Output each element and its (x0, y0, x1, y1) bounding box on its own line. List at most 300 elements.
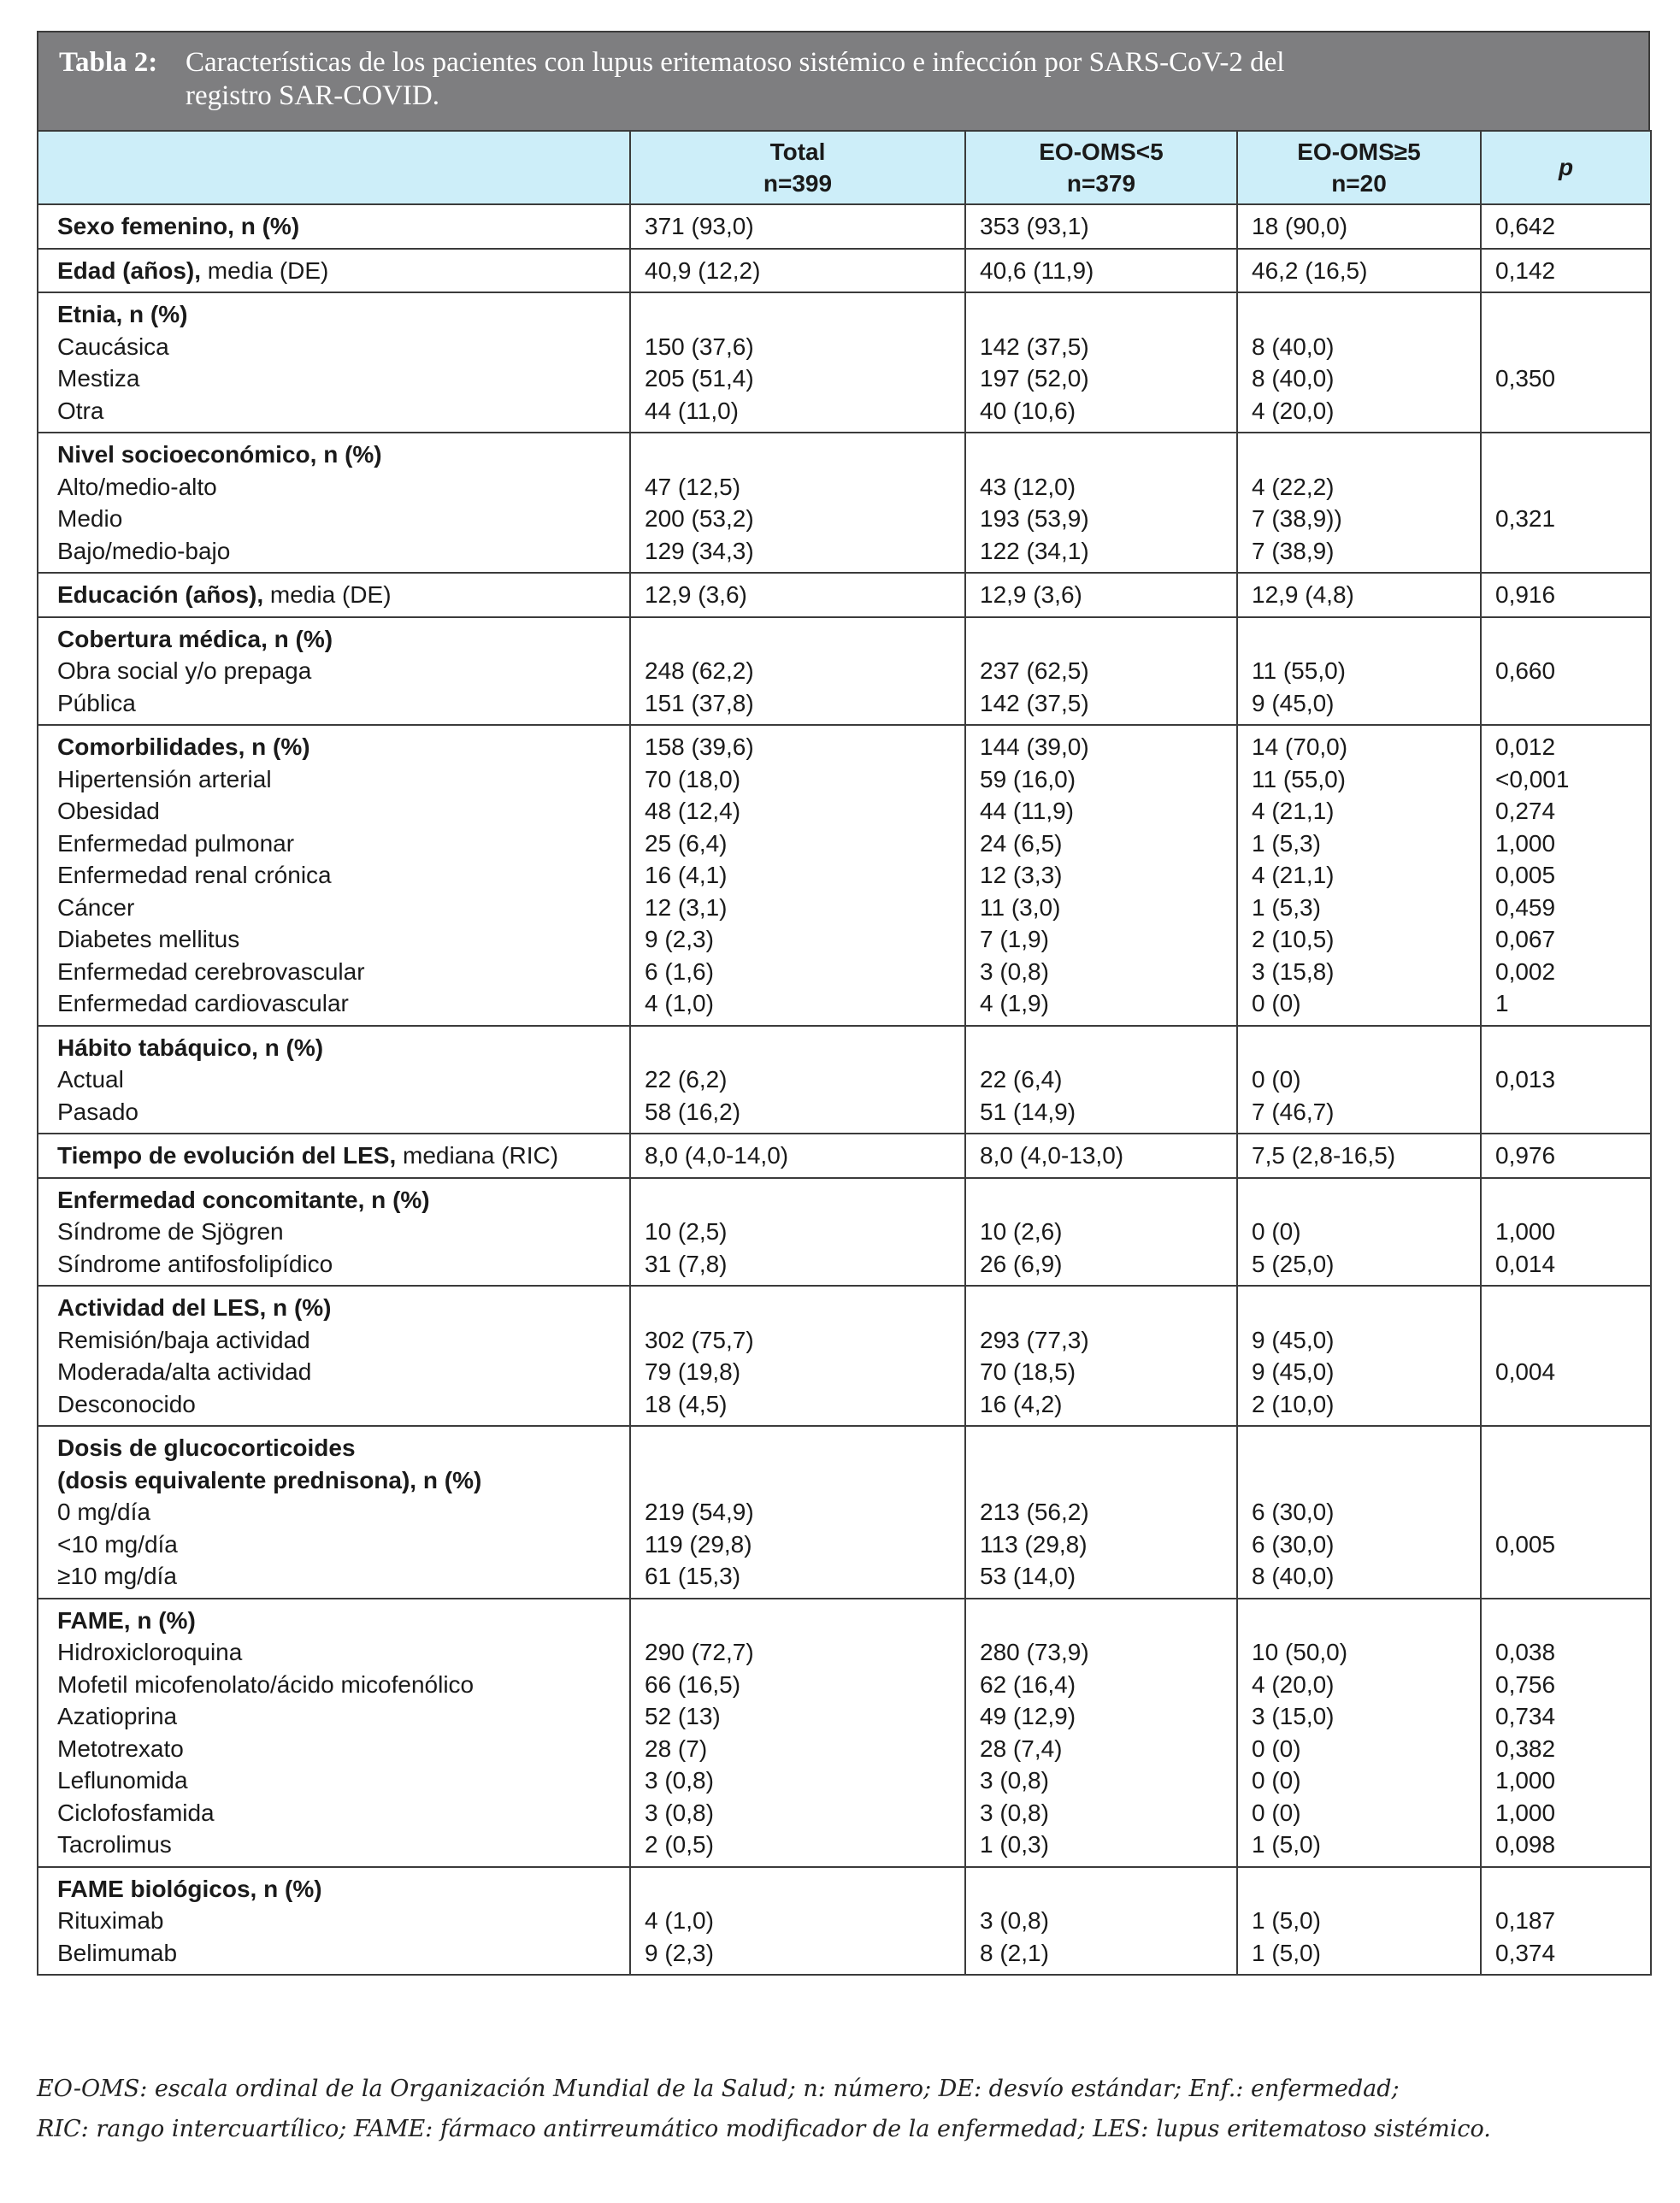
value-cell-p (1481, 725, 1651, 1026)
table-row (38, 1286, 1651, 1426)
section-header-bold: Etnia, n (%) (57, 301, 188, 327)
variable-cell (38, 1426, 630, 1599)
table-row (38, 204, 1651, 249)
cell-value: 158 (39,6) (645, 733, 754, 760)
value-cell-p (1481, 292, 1651, 433)
cell-value: 18 (90,0) (1252, 213, 1348, 239)
value-cell-total (630, 1026, 965, 1134)
cell-value: 48 (12,4) (645, 798, 741, 824)
section-header (57, 731, 616, 763)
table-row (38, 573, 1651, 617)
cell-value: 49 (12,9) (980, 1703, 1076, 1729)
cell-value: 290 (72,7) (645, 1639, 754, 1665)
variable-cell (38, 725, 630, 1026)
cell-value: 4 (20,0) (1252, 1670, 1335, 1698)
value-cell-eo-lt5 (965, 1599, 1237, 1867)
value-cell-p (1481, 1867, 1651, 1976)
value-cell-eo-ge5 (1237, 292, 1481, 433)
value-cell-p (1481, 1286, 1651, 1426)
cell-value: 0 (0) (1252, 1767, 1301, 1794)
header-eo-lt5-n: n=379 (1066, 170, 1136, 197)
section-header (57, 255, 616, 287)
variable-cell (38, 433, 630, 573)
cell-spacer (1495, 471, 1636, 504)
variable-cell (38, 617, 630, 726)
value-cell-eo-ge5 (1237, 1026, 1481, 1134)
cell-value: 3 (15,8) (1252, 957, 1335, 985)
section-header-bold: Nivel socioeconómico, n (%) (57, 441, 382, 468)
value-cell-eo-lt5 (965, 573, 1237, 617)
cell-value: 2 (10,5) (1252, 926, 1335, 952)
table-row (38, 1867, 1651, 1976)
variable-cell (38, 1178, 630, 1287)
table-header (38, 131, 1651, 204)
row-label: <10 mg/día (57, 1530, 178, 1558)
header-cell-total (630, 131, 965, 204)
cell-value: 219 (54,9) (645, 1499, 754, 1525)
cell-value: 40,9 (12,2) (645, 256, 761, 284)
header-p-label: p (1558, 154, 1574, 181)
section-header-bold: Tiempo de evolución del LES, (57, 1142, 397, 1169)
cell-spacer (645, 1184, 951, 1216)
cell-value: 58 (16,2) (645, 1098, 741, 1125)
section-header-suffix: media (DE) (263, 581, 392, 608)
row-label: Obesidad (57, 798, 160, 824)
cell-spacer (1495, 1324, 1636, 1357)
section-header (57, 1292, 616, 1324)
value-cell-total (630, 1426, 965, 1599)
value-cell-total (630, 617, 965, 726)
cell-value: 43 (12,0) (980, 473, 1076, 500)
cell-value: 9 (45,0) (1252, 689, 1335, 716)
row-label: Otra (57, 397, 104, 424)
cell-value: 5 (25,0) (1252, 1250, 1335, 1277)
cell-value: 3 (0,8) (980, 1767, 1049, 1794)
cell-value: 0,642 (1495, 213, 1556, 239)
cell-value: 7,5 (2,8-16,5) (1252, 1142, 1396, 1169)
value-cell-p (1481, 1134, 1651, 1178)
cell-value: 353 (93,1) (980, 213, 1089, 239)
cell-value: 0 (0) (1252, 1799, 1301, 1826)
cell-value: 0 (0) (1252, 1218, 1301, 1245)
cell-value: 44 (11,0) (645, 397, 739, 424)
cell-value: 0,142 (1495, 256, 1556, 284)
cell-spacer (1252, 1605, 1466, 1637)
cell-spacer (1495, 535, 1636, 568)
cell-value: 8,0 (4,0-13,0) (980, 1142, 1124, 1169)
variable-cell (38, 249, 630, 293)
cell-value: 122 (34,1) (980, 537, 1089, 564)
cell-value: 6 (1,6) (645, 957, 714, 985)
section-header (57, 1873, 616, 1906)
cell-value: 66 (16,5) (645, 1670, 741, 1698)
row-label: Mestiza (57, 365, 140, 392)
header-eo-ge5-n: n=20 (1331, 170, 1387, 197)
cell-value: 193 (53,9) (980, 505, 1089, 532)
section-header (57, 1432, 616, 1464)
cell-value: 1 (5,0) (1252, 1939, 1321, 1966)
section-header-bold: Educación (años), (57, 581, 264, 608)
cell-spacer (980, 298, 1223, 331)
value-cell-eo-ge5 (1237, 1286, 1481, 1426)
row-label: Enfermedad cardiovascular (57, 990, 349, 1016)
section-header-bold: Edad (años), (57, 256, 202, 284)
cell-value: 12 (3,1) (645, 893, 728, 921)
cell-value: 151 (37,8) (645, 689, 754, 716)
table-row (38, 433, 1651, 573)
cell-value: 1,000 (1495, 1767, 1556, 1794)
cell-value: 3 (0,8) (980, 1907, 1049, 1934)
row-label: Síndrome antifosfolipídico (57, 1250, 333, 1277)
cell-value: 371 (93,0) (645, 213, 754, 239)
cell-value: 26 (6,9) (980, 1250, 1063, 1277)
cell-value: 1 (5,3) (1252, 893, 1321, 921)
cell-value: 16 (4,1) (645, 862, 728, 888)
value-cell-total (630, 433, 965, 573)
cell-value: 0,002 (1495, 957, 1556, 985)
row-label: Enfermedad cerebrovascular (57, 957, 365, 985)
variable-cell (38, 292, 630, 433)
cell-value: 4 (22,2) (1252, 473, 1335, 500)
cell-value: 70 (18,0) (645, 765, 741, 792)
section-header (57, 1184, 616, 1216)
cell-spacer (645, 298, 951, 331)
cell-spacer (1495, 1605, 1636, 1637)
header-cell-eo-lt5 (965, 131, 1237, 204)
cell-value: 18 (4,5) (645, 1390, 728, 1417)
table-row (38, 725, 1651, 1026)
header-cell-variable (38, 131, 630, 204)
cell-spacer (980, 1605, 1223, 1637)
cell-value: <0,001 (1495, 765, 1570, 792)
cell-spacer (645, 439, 951, 471)
section-header (57, 210, 616, 243)
patient-characteristics-table (37, 130, 1652, 1976)
cell-value: 3 (0,8) (980, 957, 1049, 985)
table-title-bar (37, 31, 1650, 130)
value-cell-eo-lt5 (965, 1178, 1237, 1287)
value-cell-eo-ge5 (1237, 249, 1481, 293)
cell-value: 200 (53,2) (645, 505, 754, 532)
cell-spacer (1495, 1096, 1636, 1128)
value-cell-eo-ge5 (1237, 1867, 1481, 1976)
table-row (38, 1426, 1651, 1599)
cell-spacer (645, 1032, 951, 1064)
value-cell-eo-lt5 (965, 617, 1237, 726)
row-label: Síndrome de Sjögren (57, 1218, 284, 1245)
section-header (57, 1032, 616, 1064)
value-cell-eo-lt5 (965, 1134, 1237, 1178)
cell-value: 9 (45,0) (1252, 1358, 1335, 1385)
cell-spacer (645, 1605, 951, 1637)
row-label: Actual (57, 1066, 124, 1093)
cell-value: 7 (1,9) (980, 926, 1049, 952)
value-cell-eo-lt5 (965, 1026, 1237, 1134)
cell-spacer (1495, 439, 1636, 471)
cell-spacer (1495, 1496, 1636, 1529)
cell-value: 51 (14,9) (980, 1098, 1076, 1125)
cell-spacer (1495, 1873, 1636, 1906)
cell-value: 0,005 (1495, 1530, 1556, 1558)
value-cell-eo-ge5 (1237, 1426, 1481, 1599)
cell-value: 0,274 (1495, 798, 1556, 824)
value-cell-eo-ge5 (1237, 1178, 1481, 1287)
table-footnote (37, 2069, 1650, 2149)
cell-value: 0,350 (1495, 365, 1556, 392)
cell-value: 213 (56,2) (980, 1499, 1089, 1525)
cell-spacer (1495, 1032, 1636, 1064)
section-header (57, 579, 616, 611)
cell-spacer (1495, 1184, 1636, 1216)
value-cell-p (1481, 1426, 1651, 1599)
cell-value: 0,660 (1495, 657, 1556, 684)
cell-value: 3 (0,8) (645, 1767, 714, 1794)
header-total-n: n=399 (763, 170, 833, 197)
cell-spacer (1252, 1032, 1466, 1064)
header-cell-eo-ge5 (1237, 131, 1481, 204)
variable-cell (38, 1026, 630, 1134)
cell-value: 7 (38,9)) (1252, 505, 1342, 532)
cell-spacer (1252, 1184, 1466, 1216)
row-label: Pasado (57, 1098, 139, 1125)
cell-value: 25 (6,4) (645, 829, 728, 857)
row-label: Bajo/medio-bajo (57, 537, 231, 564)
cell-value: 150 (37,6) (645, 333, 754, 360)
cell-value: 205 (51,4) (645, 365, 754, 392)
variable-cell (38, 204, 630, 249)
row-label: Azatioprina (57, 1703, 178, 1729)
value-cell-p (1481, 1026, 1651, 1134)
value-cell-total (630, 1178, 965, 1287)
cell-value: 44 (11,9) (980, 798, 1074, 824)
cell-value: 1,000 (1495, 1218, 1556, 1245)
cell-value: 1 (5,0) (1252, 1907, 1321, 1934)
row-label: Metotrexato (57, 1735, 184, 1762)
section-header (57, 623, 616, 656)
table-header-row (38, 131, 1651, 204)
row-label: Caucásica (57, 333, 169, 360)
cell-value: 3 (0,8) (645, 1799, 714, 1826)
cell-value: 0,005 (1495, 862, 1556, 888)
cell-value: 7 (46,7) (1252, 1098, 1335, 1125)
section-header-suffix: media (DE) (201, 256, 329, 284)
variable-cell (38, 1286, 630, 1426)
cell-value: 1 (5,0) (1252, 1831, 1321, 1858)
value-cell-p (1481, 204, 1651, 249)
table-figure (37, 31, 1650, 1976)
row-label: Tacrolimus (57, 1831, 172, 1858)
cell-spacer (1495, 1292, 1636, 1324)
cell-value: 8 (40,0) (1252, 1563, 1335, 1589)
cell-value: 1 (5,3) (1252, 829, 1321, 857)
value-cell-p (1481, 1599, 1651, 1867)
cell-spacer (1495, 395, 1636, 427)
cell-value: 59 (16,0) (980, 765, 1076, 792)
table-body (38, 204, 1651, 1975)
row-label: Alto/medio-alto (57, 473, 217, 500)
cell-value: 0 (0) (1252, 990, 1301, 1016)
value-cell-total (630, 1599, 965, 1867)
cell-value: 4 (1,9) (980, 990, 1049, 1016)
row-label: 0 mg/día (57, 1499, 150, 1525)
cell-value: 79 (19,8) (645, 1358, 741, 1385)
cell-value: 52 (13) (645, 1703, 721, 1729)
cell-value: 10 (50,0) (1252, 1639, 1348, 1665)
cell-value: 113 (29,8) (980, 1530, 1088, 1558)
cell-value: 0,734 (1495, 1703, 1556, 1729)
cell-value: 9 (2,3) (645, 926, 714, 952)
cell-value: 129 (34,3) (645, 537, 754, 564)
row-label: Medio (57, 505, 123, 532)
cell-value: 12,9 (3,6) (980, 581, 1082, 608)
variable-cell (38, 1599, 630, 1867)
cell-value: 293 (77,3) (980, 1326, 1089, 1353)
cell-spacer (645, 1292, 951, 1324)
cell-spacer (980, 1184, 1223, 1216)
value-cell-eo-lt5 (965, 433, 1237, 573)
section-header (57, 1140, 616, 1172)
cell-value: 12 (3,3) (980, 862, 1063, 888)
cell-value: 3 (15,0) (1252, 1703, 1335, 1729)
cell-value: 8 (40,0) (1252, 333, 1335, 360)
cell-value: 40 (10,6) (980, 397, 1076, 424)
section-header-suffix: mediana (RIC) (396, 1142, 559, 1169)
variable-cell (38, 573, 630, 617)
value-cell-eo-lt5 (965, 1286, 1237, 1426)
cell-spacer (1252, 298, 1466, 331)
cell-spacer (1495, 331, 1636, 363)
section-header-bold: Hábito tabáquico, n (%) (57, 1034, 324, 1061)
value-cell-p (1481, 249, 1651, 293)
section-header-bold: Enfermedad concomitante, n (%) (57, 1186, 430, 1213)
table-row (38, 1178, 1651, 1287)
cell-spacer (980, 439, 1223, 471)
row-label: Mofetil micofenolato/ácido micofenólico (57, 1670, 475, 1698)
cell-value: 9 (2,3) (645, 1939, 714, 1966)
row-label: Pública (57, 689, 136, 716)
value-cell-total (630, 725, 965, 1026)
row-label: Belimumab (57, 1939, 178, 1966)
cell-value: 11 (3,0) (980, 893, 1061, 921)
value-cell-eo-ge5 (1237, 1134, 1481, 1178)
cell-value: 0,014 (1495, 1250, 1556, 1277)
row-label: Remisión/baja actividad (57, 1326, 310, 1353)
value-cell-eo-lt5 (965, 725, 1237, 1026)
variable-cell (38, 1134, 630, 1178)
table-title-label: Tabla 2: (59, 47, 158, 78)
value-cell-p (1481, 1178, 1651, 1287)
cell-value: 53 (14,0) (980, 1563, 1076, 1589)
footnote-line1: EO-OMS: escala ordinal de la Organización Mundial de la Salud; n: número; DE: desvío estándar; Enf.: enfermedad; (37, 2076, 1400, 2102)
cell-value: 1,000 (1495, 829, 1556, 857)
cell-value: 2 (0,5) (645, 1831, 714, 1858)
row-label: Moderada/alta actividad (57, 1358, 312, 1385)
cell-spacer (980, 1432, 1223, 1464)
row-label: Obra social y/o prepaga (57, 657, 312, 684)
value-cell-eo-ge5 (1237, 617, 1481, 726)
cell-value: 31 (7,8) (645, 1250, 728, 1277)
cell-spacer (1252, 439, 1466, 471)
cell-spacer (1252, 1873, 1466, 1906)
cell-value: 0,067 (1495, 926, 1556, 952)
cell-spacer (645, 1873, 951, 1906)
cell-value: 16 (4,2) (980, 1390, 1063, 1417)
cell-value: 28 (7) (645, 1735, 708, 1762)
value-cell-total (630, 204, 965, 249)
cell-value: 62 (16,4) (980, 1670, 1076, 1698)
section-header (57, 298, 616, 331)
section-header-line2: (dosis equivalente prednisona), n (%) (57, 1466, 482, 1493)
cell-spacer (1495, 1560, 1636, 1593)
cell-value: 28 (7,4) (980, 1735, 1063, 1762)
cell-spacer (980, 1032, 1223, 1064)
row-label: Diabetes mellitus (57, 926, 240, 952)
header-eo-ge5-name: EO-OMS≥5 (1297, 138, 1421, 165)
cell-value: 24 (6,5) (980, 829, 1063, 857)
cell-spacer (1495, 687, 1636, 720)
cell-value: 14 (70,0) (1252, 733, 1348, 760)
cell-value: 10 (2,5) (645, 1218, 728, 1245)
cell-value: 119 (29,8) (645, 1530, 752, 1558)
cell-value: 4 (21,1) (1252, 862, 1335, 888)
cell-value: 248 (62,2) (645, 657, 754, 684)
cell-spacer (1495, 1388, 1636, 1421)
row-label: Cáncer (57, 893, 135, 921)
value-cell-eo-lt5 (965, 1426, 1237, 1599)
section-header-bold: Cobertura médica, n (%) (57, 625, 333, 652)
cell-value: 40,6 (11,9) (980, 256, 1094, 284)
cell-spacer (1252, 1464, 1466, 1497)
cell-value: 0,756 (1495, 1670, 1556, 1698)
value-cell-eo-ge5 (1237, 725, 1481, 1026)
cell-value: 8,0 (4,0-14,0) (645, 1142, 789, 1169)
row-label: Leflunomida (57, 1767, 188, 1794)
cell-value: 4 (1,0) (645, 1907, 714, 1934)
cell-spacer (980, 623, 1223, 656)
footnote-line2: RIC: rango intercuartílico; FAME: fármaco antirreumático modificador de la enfermedad; LES: lupus eritematoso sistémico. (37, 2116, 1491, 2142)
cell-value: 12,9 (3,6) (645, 581, 747, 608)
cell-value: 0,374 (1495, 1939, 1556, 1966)
cell-spacer (645, 1464, 951, 1497)
cell-value: 7 (38,9) (1252, 537, 1335, 564)
cell-value: 61 (15,3) (645, 1563, 741, 1589)
section-header-bold: FAME biológicos, n (%) (57, 1875, 322, 1902)
cell-value: 197 (52,0) (980, 365, 1089, 392)
value-cell-total (630, 1134, 965, 1178)
value-cell-eo-ge5 (1237, 433, 1481, 573)
row-label: Hidroxicloroquina (57, 1639, 243, 1665)
cell-value: 22 (6,2) (645, 1066, 728, 1093)
cell-value: 22 (6,4) (980, 1066, 1063, 1093)
value-cell-eo-lt5 (965, 204, 1237, 249)
section-header-bold: FAME, n (%) (57, 1606, 196, 1634)
cell-value: 0,098 (1495, 1831, 1556, 1858)
section-header-bold: Sexo femenino, n (%) (57, 213, 300, 239)
cell-value: 1 (1495, 990, 1509, 1016)
row-label: Enfermedad pulmonar (57, 829, 295, 857)
cell-value: 0,038 (1495, 1639, 1556, 1665)
value-cell-total (630, 249, 965, 293)
table-row (38, 292, 1651, 433)
cell-value: 6 (30,0) (1252, 1499, 1335, 1525)
cell-value: 11 (55,0) (1252, 765, 1346, 792)
cell-value: 2 (10,0) (1252, 1390, 1335, 1417)
header-total-name: Total (769, 138, 826, 165)
row-label: Desconocido (57, 1390, 196, 1417)
value-cell-p (1481, 617, 1651, 726)
value-cell-total (630, 1867, 965, 1976)
value-cell-p (1481, 573, 1651, 617)
